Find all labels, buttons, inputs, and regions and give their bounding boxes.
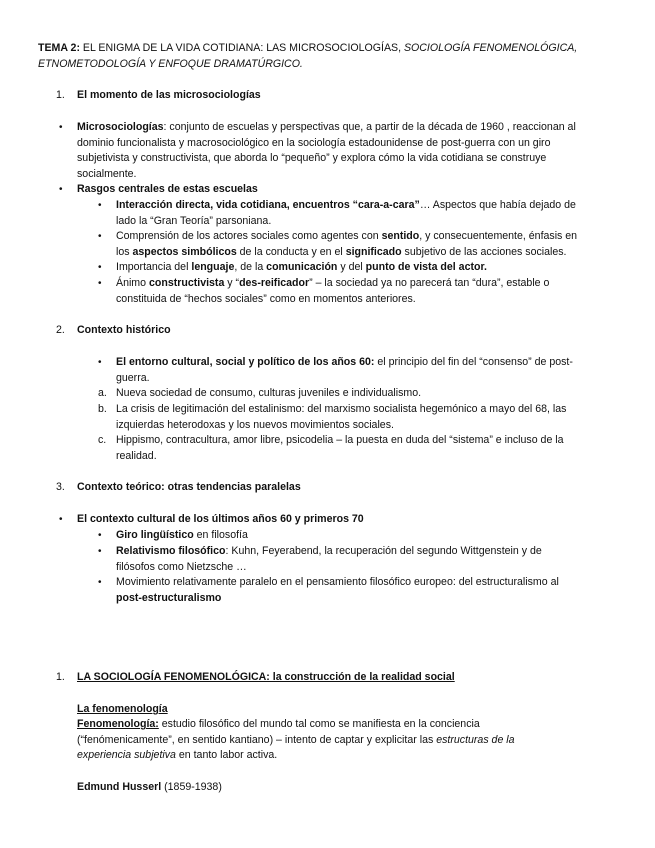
- title-lead: TEMA 2:: [38, 42, 80, 54]
- rasgo-text: ” – la sociedad ya no parecerá tan “dura”, estable o: [309, 277, 550, 289]
- rasgo-text: los: [116, 245, 133, 258]
- rasgos-heading: Rasgos centrales de estas escuelas: [77, 183, 258, 195]
- section-1-number: 1.: [56, 89, 65, 101]
- rasgo-text: Ánimo: [116, 277, 149, 289]
- section-1-heading: El momento de las microsociologías: [77, 89, 261, 101]
- rasgo-bold: punto de vista del actor.: [365, 261, 487, 273]
- definition-term: Fenomenología:: [77, 718, 159, 730]
- sub-bullet-icon: •: [98, 530, 102, 541]
- list-item-text: Hippismo, contracultura, amor libre, psicodelia – la puesta en duda del “sistema” e incluso de la: [116, 434, 564, 446]
- author-name: Edmund Husserl: [77, 781, 162, 793]
- title-italic-1: SOCIOLOGÍA FENOMENOLÓGICA,: [403, 42, 578, 54]
- author-line: [77, 780, 637, 796]
- rasgo-text: , de la: [234, 261, 267, 273]
- definition-italic: estructuras de la: [436, 733, 515, 746]
- list-mark-c: c.: [98, 434, 107, 446]
- microsociologias-paragraph: [77, 120, 637, 182]
- fenomenologia-definition: [77, 717, 637, 764]
- rasgo-text: Importancia del: [116, 261, 192, 273]
- rasgo-text: Comprensión de los actores sociales como agentes con: [116, 230, 382, 242]
- section-2-number: 2.: [56, 324, 65, 336]
- rasgo-text: y del: [337, 261, 366, 273]
- rasgo-bold: comunicación: [266, 261, 338, 273]
- para-line: dominio funcionalista y macrosociológico en la sociología estadounidense de post-guerra con un giro: [77, 136, 551, 149]
- para-line: socialmente.: [77, 167, 137, 180]
- entorno-paragraph: [116, 355, 641, 386]
- entorno-text: el principio del fin del “consenso” de post-: [374, 356, 573, 368]
- title-main: EL ENIGMA DE LA VIDA COTIDIANA: LAS MICROSOCIOLOGÍAS,: [79, 42, 404, 54]
- tendencia-text: Movimiento relativamente paralelo en el pensamiento filosófico europeo: del estructuralismo al: [116, 576, 559, 588]
- tendencia-text: : Kuhn, Feyerabend, la recuperación del segundo Wittgenstein y de: [225, 545, 542, 557]
- section-4-number: 1.: [56, 671, 65, 683]
- author-dates: (1859-1938): [161, 781, 222, 793]
- sub-bullet-icon: •: [98, 577, 102, 588]
- para-line: subjetivista y constructivista, que aborda lo “pequeño” y explora cómo la vida cotidiana se construye: [77, 152, 547, 165]
- rasgo-bold: significado: [345, 245, 402, 258]
- sub-bullet-icon: •: [98, 278, 102, 289]
- section-2-heading: Contexto histórico: [77, 324, 171, 336]
- entorno-text: guerra.: [116, 371, 150, 384]
- rasgo-bold: Interacción directa, vida cotidiana, encuentros “cara-a-cara”: [116, 199, 420, 211]
- rasgo-text: y “: [224, 277, 240, 289]
- bullet-icon: •: [98, 357, 102, 368]
- rasgo-text: constituida de “hechos sociales” como en momentos anteriores.: [116, 292, 416, 305]
- title-italic-2: ETNOMETODOLOGÍA Y ENFOQUE DRAMATÚRGICO.: [38, 57, 303, 70]
- para-line: : conjunto de escuelas y perspectivas que, a partir de la década de 1960 , reaccionan al: [163, 121, 576, 133]
- bullet-icon: •: [59, 122, 63, 133]
- rasgo-bold: sentido: [381, 230, 420, 242]
- rasgo-text: subjetivo de las acciones sociales.: [401, 245, 567, 258]
- fenomenologia-subheading: La fenomenología: [77, 703, 168, 715]
- tendencia-text: en filosofía: [193, 529, 248, 541]
- entorno-bold: El entorno cultural, social y político de los años 60:: [116, 356, 375, 368]
- rasgo-bold: constructivista: [148, 277, 225, 289]
- rasgo-item-1: [116, 198, 641, 229]
- giro-linguistico-item: [116, 528, 641, 544]
- rasgo-text: de la conducta y en el: [236, 245, 346, 258]
- list-item-text: realidad.: [116, 449, 157, 462]
- relativismo-item: [116, 544, 641, 575]
- section-4-heading: LA SOCIOLOGÍA FENOMENOLÓGICA: la construcción de la realidad social: [77, 671, 455, 683]
- list-item-c: [116, 433, 641, 464]
- document-title: [38, 41, 638, 72]
- definition-italic: experiencia subjetiva: [77, 749, 176, 762]
- list-item-b: [116, 402, 641, 433]
- rasgo-text: … Aspectos que había dejado de: [419, 199, 576, 211]
- bullet-icon: •: [59, 184, 63, 195]
- movimiento-item: [116, 575, 641, 606]
- list-item-text: Nueva sociedad de consumo, culturas juveniles e individualismo.: [116, 387, 422, 399]
- sub-bullet-icon: •: [98, 200, 102, 211]
- list-item-text: izquierdas heterodoxas y los nuevos movimientos sociales.: [116, 418, 394, 431]
- list-item-a: [116, 386, 641, 402]
- section-3-heading: Contexto teórico: otras tendencias paralelas: [77, 481, 301, 493]
- contexto-cultural-heading: El contexto cultural de los últimos años 60 y primeros 70: [77, 513, 364, 525]
- tendencia-text: filósofos como Nietzsche …: [116, 560, 247, 573]
- definition-text: estudio filosófico del mundo tal como se manifiesta en la conciencia: [158, 718, 480, 730]
- tendencia-bold: Relativismo filosófico: [116, 545, 226, 557]
- microsociologias-term: Microsociologías: [77, 121, 164, 133]
- rasgo-item-4: [116, 276, 641, 307]
- list-item-text: La crisis de legitimación del estalinismo: del marxismo socialista hegemónico a mayo del 68, las: [116, 403, 567, 415]
- rasgo-text: , y consecuentemente, énfasis en: [419, 230, 578, 242]
- definition-text: en tanto labor activa.: [175, 749, 278, 762]
- rasgo-bold: des-reificador: [239, 277, 310, 289]
- rasgo-bold: lenguaje: [191, 261, 235, 273]
- rasgo-item-3: [116, 260, 641, 276]
- sub-bullet-icon: •: [98, 262, 102, 273]
- tendencia-bold: post-estructuralismo: [116, 591, 222, 604]
- rasgo-text: lado la “Gran Teoría” parsoniana.: [116, 214, 272, 227]
- list-mark-a: a.: [98, 387, 107, 399]
- tendencia-bold: Giro lingüístico: [116, 529, 194, 541]
- sub-bullet-icon: •: [98, 546, 102, 557]
- bullet-icon: •: [59, 514, 63, 525]
- definition-text: (“fenómenicamente”, en sentido kantiano) – intento de captar y explicitar las: [77, 733, 437, 746]
- list-mark-b: b.: [98, 403, 107, 415]
- rasgo-item-2: [116, 229, 641, 260]
- sub-bullet-icon: •: [98, 231, 102, 242]
- rasgo-bold: aspectos simbólicos: [132, 245, 237, 258]
- section-3-number: 3.: [56, 481, 65, 493]
